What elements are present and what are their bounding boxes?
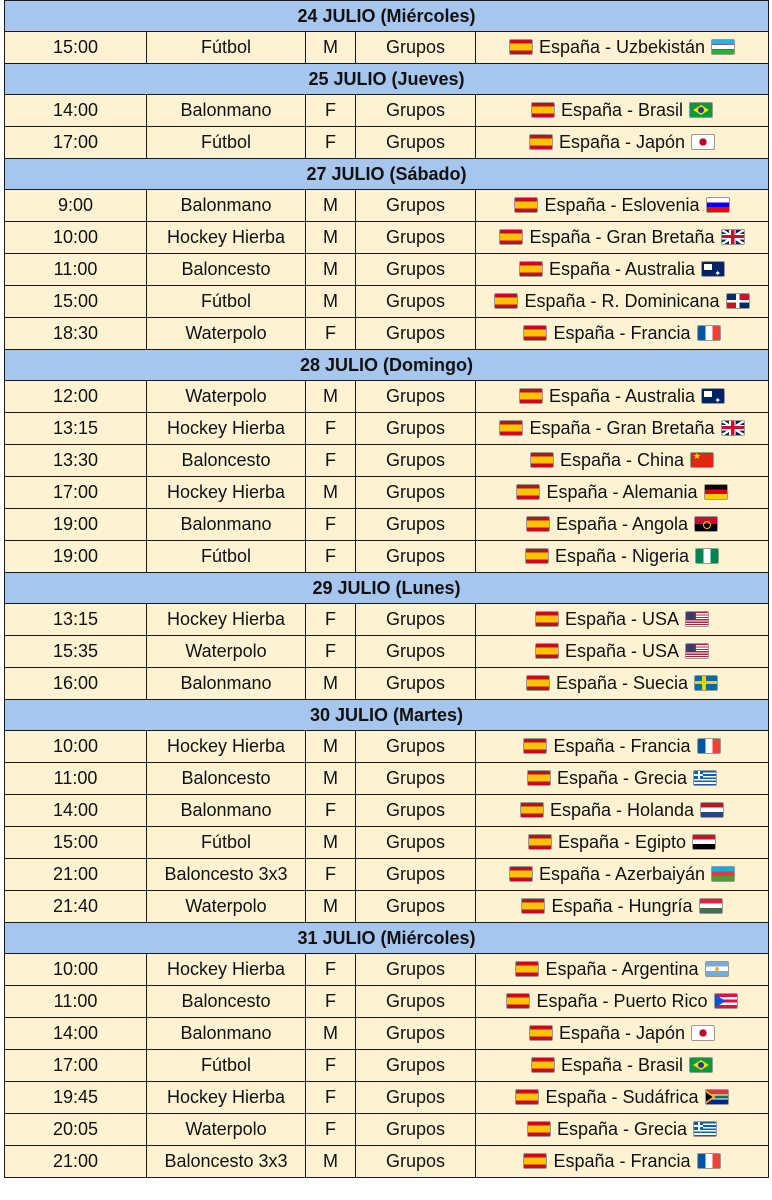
match-time: 10:00 [5, 222, 147, 254]
match-teams [476, 986, 769, 1018]
flag-puerto-rico-icon [714, 993, 738, 1009]
match-gender: F [306, 541, 356, 573]
match-sport: Fútbol [147, 286, 306, 318]
match-phase: Grupos [356, 604, 476, 636]
match-sport: Waterpolo [147, 318, 306, 350]
match-gender: M [306, 731, 356, 763]
match-teams-label: España - Suecia [555, 673, 689, 693]
match-row [5, 604, 769, 636]
match-time: 13:15 [5, 413, 147, 445]
match-gender: F [306, 318, 356, 350]
flag-japan-icon [691, 1025, 715, 1041]
match-sport: Hockey Hierba [147, 954, 306, 986]
match-teams [476, 445, 769, 477]
match-time: 14:00 [5, 95, 147, 127]
match-sport: Hockey Hierba [147, 604, 306, 636]
match-teams [476, 509, 769, 541]
match-teams-label: España - Grecia [556, 768, 688, 788]
match-teams-label: España - Japón [558, 1023, 686, 1043]
match-row [5, 763, 769, 795]
match-phase: Grupos [356, 891, 476, 923]
flag-egypt-icon [692, 834, 716, 850]
flag-spain-icon [515, 1089, 539, 1105]
match-row [5, 95, 769, 127]
flag-brazil-icon [689, 102, 713, 118]
match-teams-label: España - USA [564, 641, 680, 661]
match-gender: F [306, 413, 356, 445]
match-teams-label: España - Australia [548, 259, 696, 279]
match-teams [476, 731, 769, 763]
match-row [5, 286, 769, 318]
match-row [5, 954, 769, 986]
flag-spain-icon [516, 484, 540, 500]
match-time: 21:00 [5, 859, 147, 891]
match-time: 19:45 [5, 1082, 147, 1114]
match-gender: M [306, 254, 356, 286]
match-gender: M [306, 381, 356, 413]
match-time: 15:35 [5, 636, 147, 668]
match-gender: F [306, 986, 356, 1018]
match-gender: M [306, 668, 356, 700]
match-row [5, 986, 769, 1018]
match-teams [476, 1018, 769, 1050]
day-header-row [5, 64, 769, 95]
flag-australia-icon [701, 388, 725, 404]
flag-spain-icon [530, 452, 554, 468]
match-row [5, 1114, 769, 1146]
match-row [5, 381, 769, 413]
flag-spain-icon [531, 102, 555, 118]
match-sport: Baloncesto [147, 763, 306, 795]
flag-spain-icon [506, 993, 530, 1009]
match-row [5, 509, 769, 541]
match-teams [476, 859, 769, 891]
match-row [5, 668, 769, 700]
day-header-row [5, 573, 769, 604]
flag-netherlands-icon [700, 802, 724, 818]
match-teams [476, 541, 769, 573]
flag-france-icon [697, 1153, 721, 1169]
match-phase: Grupos [356, 445, 476, 477]
match-gender: F [306, 954, 356, 986]
flag-spain-icon [528, 834, 552, 850]
match-phase: Grupos [356, 190, 476, 222]
match-gender: F [306, 95, 356, 127]
match-teams-label: España - Nigeria [554, 546, 690, 566]
match-sport: Waterpolo [147, 891, 306, 923]
flag-spain-icon [523, 738, 547, 754]
match-teams [476, 318, 769, 350]
match-teams-label: España - Azerbaiyán [538, 864, 706, 884]
day-header-row [5, 700, 769, 731]
match-row [5, 891, 769, 923]
flag-spain-icon [520, 802, 544, 818]
match-phase: Grupos [356, 477, 476, 509]
flag-japan-icon [691, 134, 715, 150]
match-phase: Grupos [356, 668, 476, 700]
flag-united-kingdom-icon [721, 229, 745, 245]
match-teams [476, 127, 769, 159]
match-time: 17:00 [5, 477, 147, 509]
match-sport: Fútbol [147, 827, 306, 859]
match-teams-label: España - Gran Bretaña [529, 418, 715, 438]
match-gender: M [306, 1146, 356, 1178]
flag-germany-icon [704, 484, 728, 500]
match-time: 9:00 [5, 190, 147, 222]
match-gender: M [306, 827, 356, 859]
match-time: 12:00 [5, 381, 147, 413]
flag-uzbekistan-icon [711, 39, 735, 55]
flag-united-kingdom-icon [721, 420, 745, 436]
match-time: 13:30 [5, 445, 147, 477]
match-teams [476, 413, 769, 445]
match-row [5, 477, 769, 509]
match-gender: M [306, 763, 356, 795]
flag-spain-icon [514, 197, 538, 213]
day-header: 27 JULIO (Sábado) [5, 159, 769, 190]
match-row [5, 795, 769, 827]
match-teams-label: España - USA [564, 609, 680, 629]
match-teams [476, 954, 769, 986]
match-teams [476, 763, 769, 795]
match-teams [476, 254, 769, 286]
schedule-table [4, 0, 769, 1178]
match-teams [476, 381, 769, 413]
match-sport: Waterpolo [147, 1114, 306, 1146]
match-teams-label: España - Japón [558, 132, 686, 152]
match-gender: F [306, 509, 356, 541]
flag-spain-icon [523, 1153, 547, 1169]
match-gender: M [306, 477, 356, 509]
flag-azerbaijan-icon [711, 866, 735, 882]
match-row [5, 1082, 769, 1114]
match-sport: Baloncesto [147, 986, 306, 1018]
match-time: 14:00 [5, 795, 147, 827]
match-phase: Grupos [356, 95, 476, 127]
match-row [5, 318, 769, 350]
match-gender: M [306, 286, 356, 318]
match-sport: Waterpolo [147, 381, 306, 413]
match-phase: Grupos [356, 541, 476, 573]
match-teams-label: España - Uzbekistán [538, 37, 706, 57]
match-time: 11:00 [5, 254, 147, 286]
match-time: 10:00 [5, 731, 147, 763]
match-sport: Balonmano [147, 509, 306, 541]
flag-spain-icon [526, 675, 550, 691]
match-phase: Grupos [356, 32, 476, 64]
flag-spain-icon [515, 961, 539, 977]
flag-spain-icon [527, 770, 551, 786]
match-teams-label: España - Sudáfrica [545, 1087, 699, 1107]
match-sport: Waterpolo [147, 636, 306, 668]
match-teams-label: España - Francia [553, 323, 691, 343]
day-header: 25 JULIO (Jueves) [5, 64, 769, 95]
day-header-row [5, 923, 769, 954]
match-time: 19:00 [5, 509, 147, 541]
match-row [5, 731, 769, 763]
match-time: 21:00 [5, 1146, 147, 1178]
match-row [5, 636, 769, 668]
match-row [5, 445, 769, 477]
match-sport: Hockey Hierba [147, 413, 306, 445]
match-time: 20:05 [5, 1114, 147, 1146]
match-phase: Grupos [356, 1050, 476, 1082]
flag-greece-icon [693, 1121, 717, 1137]
match-gender: F [306, 795, 356, 827]
match-time: 17:00 [5, 1050, 147, 1082]
match-sport: Hockey Hierba [147, 222, 306, 254]
match-time: 11:00 [5, 986, 147, 1018]
match-teams-label: España - Holanda [549, 800, 695, 820]
match-gender: F [306, 859, 356, 891]
match-sport: Balonmano [147, 668, 306, 700]
match-time: 15:00 [5, 286, 147, 318]
match-time: 10:00 [5, 954, 147, 986]
match-gender: F [306, 1114, 356, 1146]
match-row [5, 413, 769, 445]
match-phase: Grupos [356, 636, 476, 668]
match-teams-label: España - Angola [555, 514, 689, 534]
day-header: 31 JULIO (Miércoles) [5, 923, 769, 954]
day-header: 30 JULIO (Martes) [5, 700, 769, 731]
match-sport: Baloncesto 3x3 [147, 1146, 306, 1178]
match-time: 15:00 [5, 32, 147, 64]
flag-argentina-icon [705, 961, 729, 977]
flag-spain-icon [509, 39, 533, 55]
match-phase: Grupos [356, 859, 476, 891]
match-time: 14:00 [5, 1018, 147, 1050]
match-gender: M [306, 222, 356, 254]
match-teams [476, 286, 769, 318]
match-phase: Grupos [356, 827, 476, 859]
flag-spain-icon [525, 548, 549, 564]
match-gender: F [306, 1082, 356, 1114]
day-header: 24 JULIO (Miércoles) [5, 1, 769, 32]
match-sport: Hockey Hierba [147, 731, 306, 763]
match-phase: Grupos [356, 1146, 476, 1178]
match-teams-label: España - Brasil [560, 1055, 684, 1075]
match-sport: Hockey Hierba [147, 1082, 306, 1114]
match-teams-label: España - Francia [553, 736, 691, 756]
flag-spain-icon [526, 516, 550, 532]
match-row [5, 222, 769, 254]
flag-dominican-republic-icon [726, 293, 750, 309]
day-header: 29 JULIO (Lunes) [5, 573, 769, 604]
match-time: 11:00 [5, 763, 147, 795]
flag-spain-icon [523, 325, 547, 341]
match-teams [476, 604, 769, 636]
match-sport: Hockey Hierba [147, 477, 306, 509]
day-header-row [5, 159, 769, 190]
match-gender: F [306, 127, 356, 159]
match-sport: Baloncesto [147, 445, 306, 477]
match-phase: Grupos [356, 1082, 476, 1114]
flag-hungary-icon [699, 898, 723, 914]
flag-brazil-icon [689, 1057, 713, 1073]
match-teams [476, 668, 769, 700]
match-phase: Grupos [356, 509, 476, 541]
match-row [5, 827, 769, 859]
flag-spain-icon [535, 643, 559, 659]
match-teams-label: España - Egipto [557, 832, 687, 852]
match-teams [476, 190, 769, 222]
match-time: 18:30 [5, 318, 147, 350]
flag-spain-icon [529, 1025, 553, 1041]
match-phase: Grupos [356, 318, 476, 350]
flag-spain-icon [494, 293, 518, 309]
match-teams-label: España - Australia [548, 386, 696, 406]
match-teams-label: España - China [559, 450, 685, 470]
match-gender: F [306, 636, 356, 668]
day-header: 28 JULIO (Domingo) [5, 350, 769, 381]
match-sport: Balonmano [147, 1018, 306, 1050]
flag-nigeria-icon [695, 548, 719, 564]
day-header-row [5, 1, 769, 32]
flag-spain-icon [531, 1057, 555, 1073]
flag-greece-icon [693, 770, 717, 786]
match-teams [476, 636, 769, 668]
match-teams [476, 222, 769, 254]
match-teams [476, 1082, 769, 1114]
match-row [5, 32, 769, 64]
match-phase: Grupos [356, 1114, 476, 1146]
match-teams [476, 891, 769, 923]
flag-usa-icon [685, 643, 709, 659]
match-sport: Baloncesto 3x3 [147, 859, 306, 891]
flag-spain-icon [509, 866, 533, 882]
flag-spain-icon [499, 229, 523, 245]
match-sport: Balonmano [147, 95, 306, 127]
match-teams [476, 827, 769, 859]
match-teams [476, 1050, 769, 1082]
match-teams-label: España - Hungría [551, 896, 693, 916]
match-gender: M [306, 190, 356, 222]
match-teams [476, 477, 769, 509]
flag-australia-icon [701, 261, 725, 277]
match-time: 13:15 [5, 604, 147, 636]
schedule-body [5, 1, 769, 1178]
flag-sweden-icon [694, 675, 718, 691]
match-phase: Grupos [356, 413, 476, 445]
match-phase: Grupos [356, 127, 476, 159]
flag-spain-icon [521, 898, 545, 914]
match-time: 15:00 [5, 827, 147, 859]
match-phase: Grupos [356, 1018, 476, 1050]
match-sport: Fútbol [147, 127, 306, 159]
match-teams [476, 795, 769, 827]
match-sport: Fútbol [147, 541, 306, 573]
match-teams-label: España - Alemania [546, 482, 698, 502]
match-gender: M [306, 1018, 356, 1050]
flag-slovenia-icon [706, 197, 730, 213]
match-teams-label: España - Eslovenia [544, 195, 700, 215]
flag-spain-icon [527, 1121, 551, 1137]
match-gender: M [306, 32, 356, 64]
match-time: 17:00 [5, 127, 147, 159]
match-teams-label: España - Puerto Rico [536, 991, 708, 1011]
match-teams-label: España - R. Dominicana [524, 291, 720, 311]
match-row [5, 859, 769, 891]
flag-spain-icon [519, 388, 543, 404]
match-teams-label: España - Grecia [556, 1119, 688, 1139]
match-teams-label: España - Argentina [545, 959, 699, 979]
match-phase: Grupos [356, 286, 476, 318]
match-gender: M [306, 891, 356, 923]
flag-france-icon [697, 738, 721, 754]
match-row [5, 1050, 769, 1082]
flag-france-icon [697, 325, 721, 341]
flag-spain-icon [535, 611, 559, 627]
match-phase: Grupos [356, 795, 476, 827]
flag-china-icon [690, 452, 714, 468]
match-time: 19:00 [5, 541, 147, 573]
match-teams [476, 1146, 769, 1178]
match-gender: F [306, 445, 356, 477]
match-sport: Balonmano [147, 190, 306, 222]
match-row [5, 190, 769, 222]
match-phase: Grupos [356, 954, 476, 986]
flag-angola-icon [694, 516, 718, 532]
match-row [5, 127, 769, 159]
match-row [5, 254, 769, 286]
match-row [5, 1018, 769, 1050]
match-teams-label: España - Gran Bretaña [529, 227, 715, 247]
match-phase: Grupos [356, 222, 476, 254]
match-teams [476, 95, 769, 127]
match-teams [476, 1114, 769, 1146]
match-time: 16:00 [5, 668, 147, 700]
match-row [5, 1146, 769, 1178]
match-gender: F [306, 604, 356, 636]
match-sport: Balonmano [147, 795, 306, 827]
match-phase: Grupos [356, 763, 476, 795]
day-header-row [5, 350, 769, 381]
match-sport: Baloncesto [147, 254, 306, 286]
match-time: 21:40 [5, 891, 147, 923]
match-teams [476, 32, 769, 64]
match-phase: Grupos [356, 381, 476, 413]
flag-spain-icon [499, 420, 523, 436]
match-phase: Grupos [356, 986, 476, 1018]
flag-south-africa-icon [705, 1089, 729, 1105]
match-gender: F [306, 1050, 356, 1082]
match-phase: Grupos [356, 254, 476, 286]
flag-spain-icon [519, 261, 543, 277]
match-sport: Fútbol [147, 32, 306, 64]
match-sport: Fútbol [147, 1050, 306, 1082]
match-phase: Grupos [356, 731, 476, 763]
match-row [5, 541, 769, 573]
flag-spain-icon [529, 134, 553, 150]
match-teams-label: España - Francia [553, 1151, 691, 1171]
match-teams-label: España - Brasil [560, 100, 684, 120]
flag-usa-icon [685, 611, 709, 627]
